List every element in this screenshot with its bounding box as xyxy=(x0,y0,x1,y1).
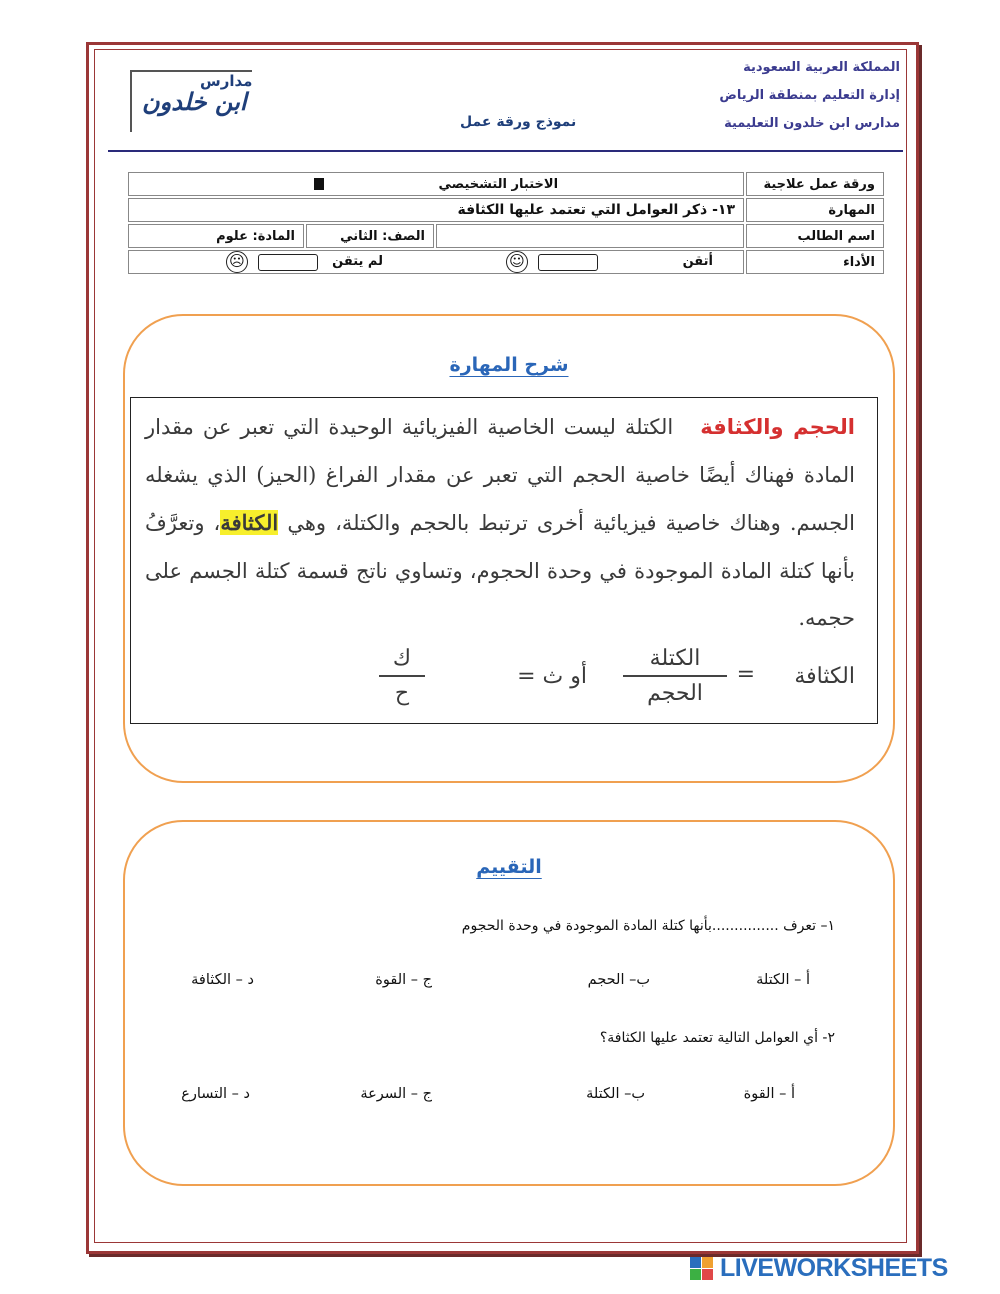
mastered-label: أتقن xyxy=(682,254,713,269)
q1-option-a[interactable]: أ – الكتلة xyxy=(756,972,810,988)
explanation-title: شرح المهارة xyxy=(449,354,569,376)
worksheet-type-label: ورقة عمل علاجية xyxy=(746,172,884,196)
question-1: ١– تعرف ...............بأنها كتلة المادة الموجودة في وحدة الحجوم xyxy=(461,918,835,934)
explanation-text xyxy=(145,404,855,643)
evaluation-title: التقييم xyxy=(476,856,542,878)
liveworksheets-wordmark: LIVEWORKSHEETS xyxy=(720,1254,948,1282)
info-table xyxy=(126,170,886,276)
worksheet-subtitle: نموذج ورقة عمل xyxy=(460,114,577,130)
formula-denominator-1: الحجم xyxy=(647,681,703,706)
student-name-label: اسم الطالب xyxy=(746,224,884,248)
sad-face-icon: ☹ xyxy=(226,251,248,273)
formula-equals: = xyxy=(736,662,755,687)
logo-top-text: مدارس xyxy=(200,72,253,90)
formula-or: أو ث = xyxy=(517,664,587,689)
header-country: المملكة العربية السعودية xyxy=(743,60,900,75)
q2-option-b[interactable]: ب– الكتلة xyxy=(586,1086,645,1102)
explanation-box xyxy=(130,397,878,724)
logo-main-text: ابن خلدون xyxy=(142,88,247,116)
q1-option-b[interactable]: ب– الحجم xyxy=(587,972,650,988)
formula-numerator-1: الكتلة xyxy=(649,646,701,671)
test-type-marker xyxy=(314,178,324,190)
skill-label: المهارة xyxy=(746,198,884,222)
formula-numerator-2: ك xyxy=(392,646,412,671)
skill-value: ١٣- ذكر العوامل التي تعتمد عليها الكثافة xyxy=(128,198,744,222)
q2-option-c[interactable]: ج – السرعة xyxy=(360,1086,432,1102)
q1-option-c[interactable]: ج – القوة xyxy=(375,972,432,988)
evaluation-panel xyxy=(123,820,895,1186)
mastered-box[interactable] xyxy=(538,254,598,271)
formula-denominator-2: ح xyxy=(394,681,410,706)
q2-option-a[interactable]: أ – القوة xyxy=(743,1086,795,1102)
performance-label: الأداء xyxy=(746,250,884,274)
header-divider xyxy=(108,150,903,152)
header-school-name: مدارس ابن خلدون التعليمية xyxy=(724,116,900,131)
not-mastered-box[interactable] xyxy=(258,254,318,271)
formula-fraction-1 xyxy=(623,646,727,706)
subject-field: المادة: علوم xyxy=(128,224,304,248)
liveworksheets-icon xyxy=(690,1257,714,1281)
not-mastered-label: لم يتقن xyxy=(332,254,383,269)
explanation-paragraph-2: ، وتعرَّفُ بأنها كتلة المادة الموجودة في وحدة الحجوم، وتساوي ناتج قسمة كتلة الجسم على حجمه. xyxy=(145,511,855,630)
grade-field: الصف: الثاني xyxy=(306,224,434,248)
q1-option-d[interactable]: د – الكثافة xyxy=(191,972,254,988)
test-type: الاختبار التشخيصي xyxy=(438,176,559,192)
q2-option-d[interactable]: د – التسارع xyxy=(181,1086,250,1102)
student-name-field[interactable] xyxy=(436,224,744,248)
question-2: ٢- أي العوامل التالية تعتمد عليها الكثافة؟ xyxy=(599,1030,835,1046)
explanation-paragraph-1: الكتلة ليست الخاصية الفيزيائية الوحيدة التي تعبر عن مقدار المادة فهناك أيضًا خاصية الحجم التي تعبر عن مقدار الفراغ (الحيز) الذي يشغله الجسم. وهناك خاصية فيزيائية أخرى ترتبط بالحجم والكتلة، وهي xyxy=(145,415,855,535)
formula-fraction-2 xyxy=(379,646,425,706)
school-logo xyxy=(130,70,254,132)
happy-face-icon: ☺ xyxy=(506,251,528,273)
formula-lhs: الكثافة xyxy=(794,664,855,689)
density-highlight: الكثافة xyxy=(220,510,279,535)
header-education-dept: إدارة التعليم بمنطقة الرياض xyxy=(719,88,900,103)
explanation-heading: الحجم والكثافة xyxy=(700,415,855,439)
